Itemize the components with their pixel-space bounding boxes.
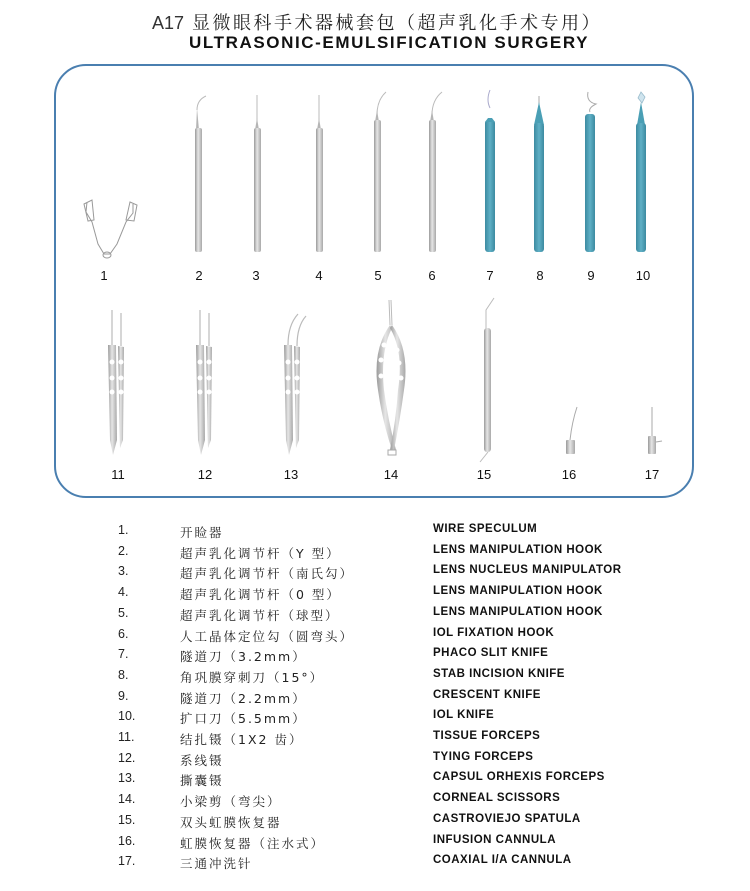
list-item [0,668,750,688]
list-item [0,792,750,812]
item-name-cn: 隧道刀（3.2mm） [180,649,307,665]
list-item [0,523,750,543]
item-number: 15. [118,812,136,827]
list-item [0,709,750,729]
title-cn-text: 显微眼科手术器械套包（超声乳化手术专用） [192,13,603,34]
list-item [0,834,750,854]
item-name-en: LENS NUCLEUS MANIPULATOR [433,564,622,577]
knife-icon-10 [636,92,646,252]
forceps-icon-12 [196,310,212,455]
hook-icon-5 [374,92,386,252]
hook-icon-6 [429,92,442,252]
instrument-label-12: 12 [197,467,213,482]
item-name-cn: 虹膜恢复器（注水式） [180,835,326,851]
list-item [0,730,750,750]
instrument-label-16: 16 [561,467,577,482]
item-name-cn: 结扎镊（1X2 齿） [180,732,304,747]
list-item [0,606,750,626]
item-number: 1. [118,523,129,537]
instrument-label-2: 2 [195,268,203,283]
item-name-cn: 扩口刀（5.5mm） [180,711,307,727]
item-name-en: WIRE SPECULUM [433,523,538,535]
list-item [0,585,750,605]
item-name-en: CASTROVIEJO SPATULA [433,812,581,825]
item-name-cn: 撕囊镊 [180,773,224,789]
item-number: 7. [118,647,129,662]
spatula-icon-15 [480,298,494,462]
list-item [0,627,750,647]
knife-icon-7 [485,90,495,252]
list-item [0,544,750,564]
item-name-cn: 三通冲洗针 [180,856,253,872]
item-number: 6. [118,626,129,641]
item-number: 14. [118,792,136,807]
instrument-label-17: 17 [644,467,660,482]
item-name-en: PHACO SLIT KNIFE [433,647,549,660]
knife-icon-8 [534,96,544,252]
item-number: 5. [118,605,129,620]
item-number: 17. [118,854,136,869]
item-name-cn: 人工晶体定位勾（圆弯头） [180,628,355,644]
item-name-en: IOL FIXATION HOOK [433,626,555,639]
hook-icon-2 [195,96,206,252]
list-item [0,771,750,791]
knife-icon-9 [585,92,596,252]
product-code: A17 [152,13,185,33]
item-name-cn: 超声乳化调节杆（球型） [180,607,340,623]
forceps-icon-11 [108,310,124,455]
item-number: 8. [118,667,129,682]
instrument-label-10: 10 [635,268,651,283]
item-name-en: TYING FORCEPS [433,750,534,763]
item-name-en: IOL KNIFE [433,709,495,722]
item-name-en: CORNEAL SCISSORS [433,792,561,805]
item-number: 10. [118,709,136,724]
list-item [0,689,750,709]
instrument-label-1: 1 [100,268,108,283]
item-name-en: INFUSION CANNULA [433,833,556,846]
instrument-label-7: 7 [486,268,494,283]
instrument-label-3: 3 [252,268,260,283]
item-number: 12. [118,750,136,765]
item-name-en: LENS MANIPULATION HOOK [433,605,603,618]
instrument-label-5: 5 [374,268,382,283]
scissors-icon-14 [377,300,406,455]
forceps-icon-13 [284,314,306,455]
list-item [0,564,750,584]
item-name-cn: 小梁剪（弯尖） [180,794,282,810]
instrument-label-6: 6 [428,268,436,283]
item-name-cn: 超声乳化调节杆（Y 型） [180,545,341,561]
list-item [0,813,750,833]
item-name-cn: 超声乳化调节杆（0 型） [180,587,341,603]
cannula-icon-17 [648,407,662,454]
item-number: 13. [118,771,136,786]
item-number: 4. [118,585,129,600]
item-name-cn: 隧道刀（2.2mm） [180,690,307,706]
cannula-icon-16 [566,407,577,454]
item-name-en: LENS MANIPULATION HOOK [433,543,603,556]
item-number: 11. [118,730,135,744]
instrument-label-13: 13 [283,467,299,482]
item-name-en: LENS MANIPULATION HOOK [433,585,603,598]
item-name-cn: 角巩膜穿刺刀（15°） [180,669,325,685]
item-name-en: COAXIAL I/A CANNULA [433,854,572,867]
item-name-cn: 系线镊 [180,752,224,768]
item-number: 16. [118,833,136,848]
item-number: 9. [118,688,129,703]
instrument-label-4: 4 [315,268,323,283]
item-name-cn: 双头虹膜恢复器 [180,814,282,830]
item-name-en: TISSUE FORCEPS [433,730,541,742]
instrument-label-14: 14 [383,467,399,482]
list-item [0,854,750,874]
item-number: 3. [118,564,129,579]
item-name-en: CRESCENT KNIFE [433,688,541,701]
item-name-en: STAB INCISION KNIFE [433,667,565,680]
item-number: 2. [118,543,129,558]
list-item [0,647,750,667]
list-item [0,751,750,771]
wire-speculum-icon [84,200,137,258]
instrument-label-9: 9 [587,268,595,283]
item-name-cn: 超声乳化调节杆（南氏勾） [180,566,355,582]
hook-icon-4 [316,95,323,252]
item-name-en: CAPSUL ORHEXIS FORCEPS [433,771,605,784]
page-title-en: ULTRASONIC-EMULSIFICATION SURGERY [189,33,590,52]
instrument-label-8: 8 [536,268,544,283]
hook-icon-3 [254,95,261,252]
instrument-label-15: 15 [476,467,492,482]
instrument-label-11: 11 [111,467,125,482]
item-name-cn: 开睑器 [180,525,224,540]
